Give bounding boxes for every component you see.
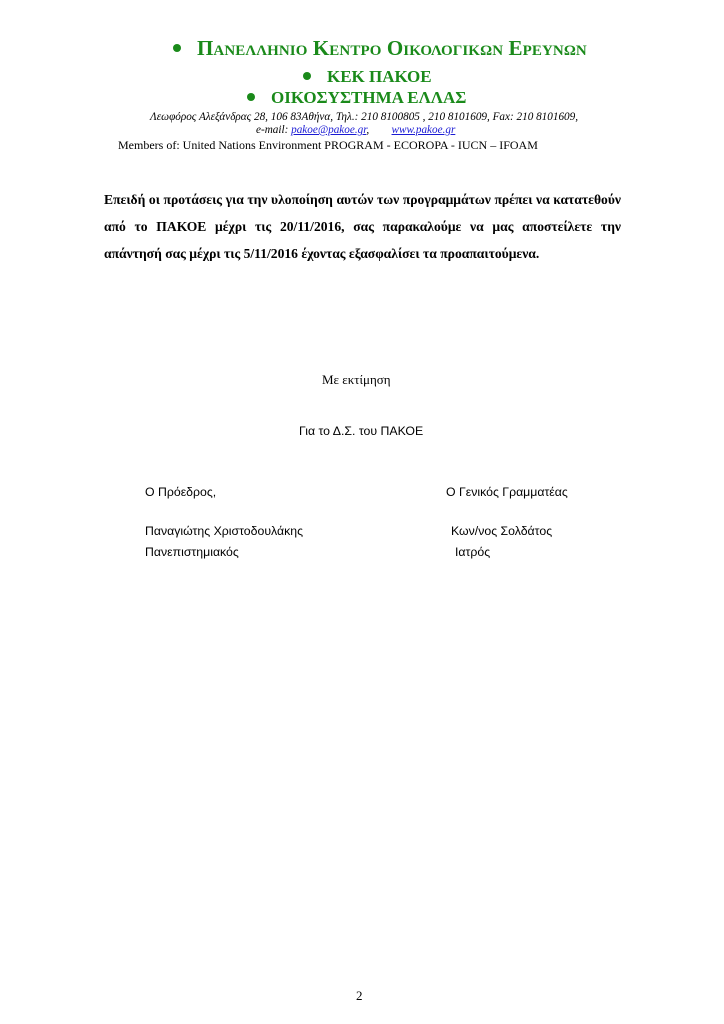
kek-name: ΚΕΚ ΠΑΚΟΕ: [327, 67, 432, 86]
secretary-name: Κων/νος Σολδάτος: [451, 524, 553, 538]
secretary-title: Ο Γενικός Γραμματέας: [446, 485, 568, 499]
board-line: Για το Δ.Σ. του ΠΑΚΟΕ: [299, 424, 424, 438]
president-role: Πανεπιστημιακός: [145, 545, 239, 559]
org-name-line: [173, 36, 587, 61]
members-line: Members of: United Nations Environment PROGRAM - ECOROPA - IUCN – IFOAM: [118, 138, 538, 152]
president-title: Ο Πρόεδρος,: [145, 485, 217, 499]
bullet-icon: [303, 72, 311, 80]
org-name: Πανελληνιο Κεντρο Οικολογικων Ερευνων: [197, 36, 587, 60]
page-number: 2: [356, 988, 363, 1003]
kek-line: [303, 67, 432, 87]
contact-line: [256, 124, 455, 136]
email-link[interactable]: pakoe@pakoe.gr: [291, 124, 367, 136]
bullet-icon: [247, 93, 255, 101]
ecosystem-name: ΟΙΚΟΣΥΣΤΗΜΑ ΕΛΛΑΣ: [271, 88, 467, 107]
president-name: Παναγιώτης Χριστοδουλάκης: [145, 524, 304, 538]
separator: ,: [366, 124, 370, 136]
ecosystem-line: [247, 88, 466, 108]
body-paragraph: Επειδή οι προτάσεις για την υλοποίηση αυτών των προγραμμάτων πρέπει να κατατεθούν από το ΠΑΚΟΕ μέχρι τις 20/11/2016, σας παρακαλούμε να μας αποστείλετε την απάντησή σας μέχρι τις 5/11/2016 έχοντας εξασφαλίσει τα προαπαιτούμενα.: [104, 192, 621, 261]
address-line: Λεωφόρος Αλεξάνδρας 28, 106 83Αθήνα, Τηλ.: 210 8100805 , 210 8101609, Fax: 210 8101609,: [150, 111, 579, 123]
regards-text: Με εκτίμηση: [322, 372, 391, 387]
secretary-role: Ιατρός: [455, 545, 491, 559]
email-label: e-mail:: [256, 124, 292, 136]
website-link[interactable]: www.pakoe.gr: [391, 124, 456, 136]
bullet-icon: [173, 44, 181, 52]
